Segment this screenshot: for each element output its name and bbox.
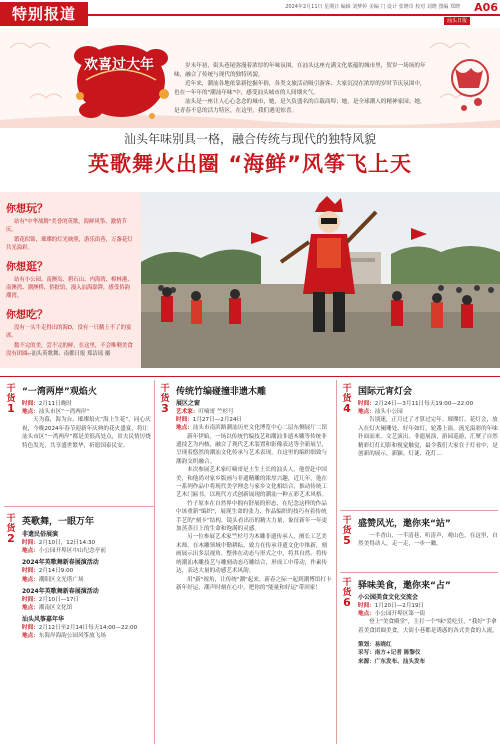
- guide-text: 没有一头牛走得出的海D，没有一只鹅上不了的宴席。: [6, 325, 132, 339]
- article-paragraph: 另一位参展艺术家竺杉号为木雕非遗传承人，擅长工艺美术师，在木雕领域中勤耕耘，致力在传承非遗文化中推新，刻画展示出多层视角、整体在动态与形式之中，将其自然、将传统潮汕木雕技艺与雕刻动态巧雕结合，形成工中带动，作素传达，表达大量的动感艺术风韵。: [176, 534, 328, 575]
- tip-badge: 干货 1: [6, 384, 16, 415]
- page-number: A06: [474, 1, 498, 14]
- guide-text: 数不完的美，尝不完的鲜，在这里，不会唯剩美食没有团圆。: [6, 343, 133, 357]
- event-name: 汕头风筝嘉年华: [22, 616, 65, 624]
- event-time: 时间：2月12日至2月14日每天14:00—22:00: [22, 625, 138, 632]
- item-separator: [340, 510, 498, 511]
- event-time: 时间：2月10日—17日: [22, 596, 79, 603]
- section-divider: [0, 376, 500, 377]
- article-paragraph: 本次参展艺术家叮嘀哥是土生土长的汕头人，他曾赴中国美，和他尚对家乡版画与非遗精雕的浓厚兴趣，近几年，他在一系列作品中将现代美学理念与家乡文化相结合，推动传统工艺木门匾书，以现代方式创新展现的潮汕一种五彩艺术风格。: [176, 467, 328, 499]
- item-title: 国际元宵灯会: [358, 387, 413, 397]
- festival-seal-art: [66, 36, 176, 126]
- tip-badge: 干货 3: [160, 384, 170, 415]
- banner-intro: [174, 62, 430, 116]
- event-time: 时间：2月14日9:00: [22, 568, 74, 575]
- item-time: 时间：2月11日晚时: [22, 401, 72, 407]
- event-name: 2024年英歌舞新春展演活动: [22, 587, 99, 595]
- scenery-item: [358, 516, 498, 549]
- intro-paragraph: 汕头是一座让人心心念念的城市，她，是久负盛名的百载商埠；她，是全球潮人的精神家园；她，是青春不息的活力特区，在这里，我们遇见惊喜。: [174, 99, 426, 114]
- yingge-item: [22, 514, 152, 641]
- item-place: 地点：汕头小公园: [358, 409, 403, 416]
- event-time: 时间：2月10日，12日14:30: [22, 540, 96, 546]
- fireworks-item: [22, 384, 152, 450]
- item-time: 时间：1月27日—2月24日: [176, 417, 243, 424]
- festival-title: 欢喜过大年: [84, 57, 154, 73]
- item-description: 一半香山，一半清巷，听涛声，观山色，在这里，自然美得动人，走一走，一步一瞰。: [358, 533, 498, 548]
- guide-heading-stroll: 你想逛？: [6, 260, 48, 273]
- tip-badge: 干货 2: [6, 514, 16, 545]
- item-description: 天为幕，海为台，璀璨焰火“海上生花”，同心庆祝，今晚2024年春节迎新年庆典的花火盛宴，将让汕头市区“一湾两岸”都是美很高处点，景夫民情厉烧特色发光，共享盛世繁华，祈愿国泰民安。: [22, 417, 151, 449]
- tip-badge: 干货 5: [342, 516, 352, 547]
- tip-badge: 干货 6: [342, 578, 352, 609]
- event-place: 地点：东海岸海韵公园风筝放飞场: [22, 633, 106, 640]
- item-title: 盛赞风光，邀你来“站”: [358, 519, 451, 529]
- middle-column: [158, 380, 334, 744]
- subheadline: 汕头年味别具一格，融合传统与现代的独特风貌: [123, 132, 376, 146]
- event-name: 非遗民俗展演: [22, 531, 59, 538]
- column-divider: [154, 380, 155, 744]
- article-paragraph: 用"新"视角，让传统"潮"起来，新春之际一起到潮博馆打卡新年好运，潮声时刻在心中，把你的"能量和好运"带回家！: [176, 576, 332, 591]
- intro-paragraph: 近年来，潮汕各地依靠新挖掘年俗，各类文旅活动吸引游客、大家沉浸在浓厚的岁时节庆氛围中，也在一年年的"潮汕年味"中，感受汕头城市的人间烟火气。: [174, 81, 426, 96]
- event-place: 地点：小公园开埠区中山纪念亭前: [22, 548, 106, 555]
- intro-paragraph: 岁末年初，街头巷尾弥漫着浓厚的年味氛围，在汕头这座充满文化底蕴的城市里，贺岁一场场的年味，融合了传统与现代的独特风貌。: [174, 63, 426, 78]
- masthead-meta: 2024年2月11日 星期日 编辑 刘梦婷 美编 门 设计 张晓奇 校对 刘晓 图编 郑晓: [285, 4, 460, 10]
- yingge-dance-photo: [141, 192, 500, 368]
- item-organizer: 艺术家：叮嘀哥 竺杉号: [176, 409, 234, 415]
- tip-badge: 干货 4: [342, 384, 352, 415]
- guide-text: 繁花似锦，璀璨的灯光映照，游乐街巷，万盏花灯共光溢彩。: [6, 237, 133, 251]
- column-divider: [336, 380, 337, 744]
- venue-name: 小公园美食文化交流会: [358, 594, 419, 601]
- item-description: 登上"美食殿堂"，主打一个"味"爱吃狂，“我好"手拿着美食团圆美食，大街小巷都是诱惑的各式美食的人流。: [358, 619, 498, 634]
- left-column: [4, 380, 154, 744]
- credit-line: 来源：广东发布、汕头发布: [358, 658, 426, 665]
- item-place: 地点：小公园开埠区第一街: [358, 611, 426, 618]
- guide-text: 站有小公园、南澳岛、碧石山、内海湾、樟林港、南澳湾、潮澳桥、侨批馆，漫入汕海澎湃，感受侨韵潮湾。: [6, 277, 133, 299]
- credit-line: 策划：易晓红: [358, 642, 392, 649]
- guide-heading-play: 你想玩？: [6, 202, 48, 215]
- right-column: [340, 380, 498, 744]
- masthead-editor-tag: 汕头日报: [444, 17, 470, 25]
- article-paragraph: 竹子原本在自然界中拥有舒展的形态，在纪念这样的作品中该重新"编织"，展现生命的张力，作品编织的技巧有着传统手艺的“刻卡”结构，镜头看出历的精大力量，象征新年一年更加蒸蒸日上的生命和饱满的灵感。: [176, 500, 328, 533]
- item-place: 地点：汕头市南滨路潮汕历史文化博览中心二层东侧展厅二馆: [176, 425, 328, 432]
- item-separator: [340, 572, 498, 573]
- article-credits: [358, 641, 498, 666]
- masthead-rule: [88, 14, 500, 16]
- item-time: 时间：2月24日—3月11日每天19:00—22:00: [358, 401, 474, 407]
- item-time: 时间：1月20日—2月19日: [358, 603, 425, 609]
- item-title: 英歌舞，一眼万年: [22, 517, 95, 527]
- event-place: 地点：潮阳区文光塔广场: [22, 576, 84, 583]
- event-place: 地点：潮南区文化馆: [22, 605, 73, 612]
- bamboo-woodcarving-item: [176, 384, 332, 592]
- main-headline: 英歌舞火出圈 “海鲜”风筝飞上天: [88, 152, 412, 176]
- item-title: 驿味美食，邀你来“占”: [358, 581, 451, 591]
- item-title: “一湾两岸”观焰火: [22, 387, 97, 397]
- guide-heading-eat: 你想吃？: [6, 308, 48, 321]
- visitor-guide: [0, 192, 141, 368]
- food-item: [358, 578, 498, 666]
- exhibit-label: 展区之窗: [176, 400, 201, 407]
- item-title: 传统竹编碰撞非遗木雕: [176, 387, 267, 397]
- item-place: 地点：汕头市区“一湾两岸”: [22, 409, 90, 416]
- section-title: 特别报道: [0, 2, 88, 26]
- article-paragraph: 新年伊始，一场以传统竹编技艺和潮汕非遗木雕等传统非遗技艺为内核，融合了现代艺术装置和影像表达等全新展呈，呈现着悠然的潮汕文化传承与艺术表现，在这里的编织细致与潮韵交织融合。: [176, 433, 328, 465]
- photo-credit: —汕头英歌舞、南都日报 郑洁瑶 摄: [26, 351, 111, 357]
- lantern-fair-item: [358, 384, 498, 458]
- item-separator: [4, 506, 154, 507]
- credit-line: 采写：南方+记者 陈黎仪: [358, 650, 421, 657]
- guide-text: 站有"中华战舞"美誉的英歌，海鲜风筝、激情节庆。: [6, 219, 127, 233]
- festive-banner: [0, 28, 500, 128]
- event-name: 2024年英歌舞新春展演活动: [22, 559, 99, 567]
- item-description: 告别迷，正月过了才算过完年。璀璨灯，花灯会，放入在灯火阑珊处，好年如灯，轮番上演。流光溢彩的年味扑面而来。文艺演出、非遗展演，游园巡游，汇聚了自然精彩灯灯幻影和视觉触觉，最令我们大家在于灯看中，是创新的展示，新颖、灯谜、花灯…: [358, 417, 498, 458]
